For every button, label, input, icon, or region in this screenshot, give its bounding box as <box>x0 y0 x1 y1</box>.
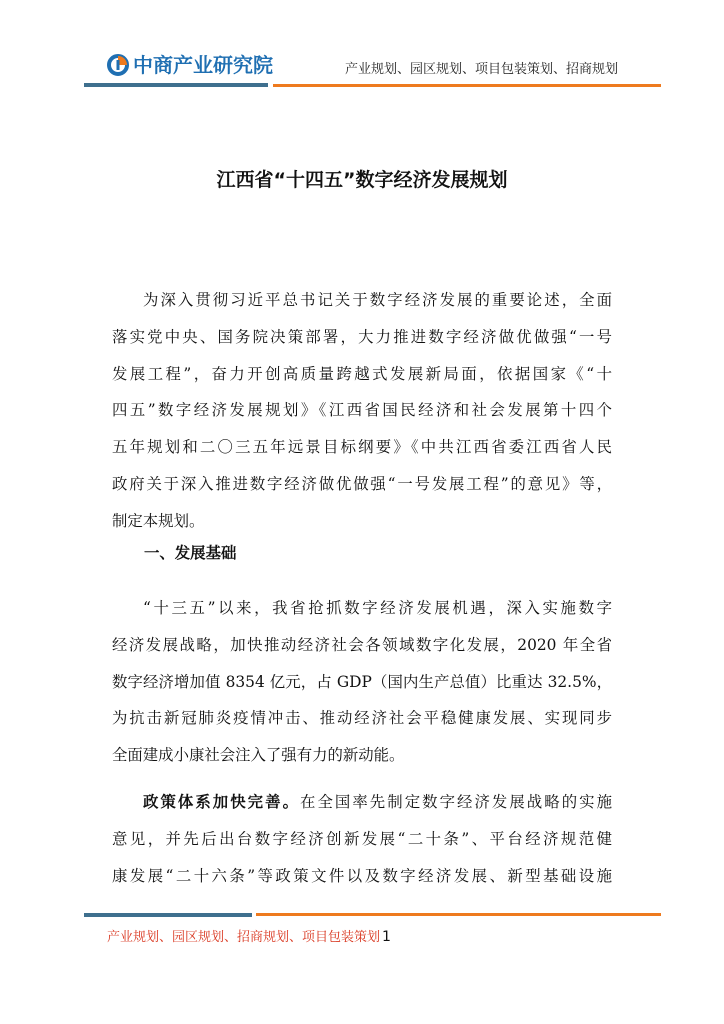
policy-lead: 政策体系加快完善。 <box>143 793 301 811</box>
logo-icon <box>107 54 129 76</box>
intro-line: 四五”数字经济发展规划》《江西省国民经济和社会发展第十四个 <box>112 401 612 420</box>
footer-label: 产业规划、园区规划、招商规划、项目包装策划 <box>107 930 381 945</box>
policy-line-rest: 在全国率先制定数字经济发展战略的实施 <box>300 793 612 811</box>
basis-line: 经济发展战略，加快推动经济社会各领域数字化发展，2020 年全省 <box>112 635 612 654</box>
header-divider-blue <box>84 83 268 87</box>
basis-line: 全面建成小康社会注入了强有力的新动能。 <box>112 746 405 765</box>
footer-divider-blue <box>84 913 252 917</box>
basis-paragraph <box>112 590 612 774</box>
basis-line: 数字经济增加值 8354 亿元，占 GDP（国内生产总值）比重达 32.5%， <box>112 672 612 691</box>
intro-line: 五年规划和二〇三五年远景目标纲要》《中共江西省委江西省人民 <box>112 438 612 457</box>
intro-line: 政府关于深入推进数字经济做优做强“一号发展工程”的意见》等， <box>112 474 612 493</box>
basis-line: 为抗击新冠肺炎疫情冲击、推动经济社会平稳健康发展、实现同步 <box>112 709 612 728</box>
intro-paragraph <box>112 282 612 540</box>
section-heading: 一、发展基础 <box>144 544 237 562</box>
basis-line: “十三五”以来，我省抢抓数字经济发展机遇，深入实施数字 <box>143 599 612 617</box>
intro-line: 为深入贯彻习近平总书记关于数字经济发展的重要论述，全面 <box>143 291 612 309</box>
policy-paragraph <box>112 784 612 894</box>
header-divider-orange <box>273 84 661 87</box>
footer-divider-orange <box>256 913 661 916</box>
intro-line: 落实党中央、国务院决策部署，大力推进数字经济做优做强“一号 <box>112 327 612 346</box>
policy-line: 意见，并先后出台数字经济创新发展“二十条”、平台经济规范健 <box>112 829 612 848</box>
page-number: 1 <box>382 929 391 945</box>
document-title: 江西省“十四五”数字经济发展规划 <box>216 169 508 191</box>
header-tagline: 产业规划、园区规划、项目包装策划、招商规划 <box>345 62 619 77</box>
intro-line: 发展工程”，奋力开创高质量跨越式发展新局面，依据国家《“十 <box>112 364 612 383</box>
page-footer <box>107 926 391 945</box>
company-logo <box>107 52 273 78</box>
intro-line: 制定本规划。 <box>112 511 205 530</box>
logo-text: 中商产业研究院 <box>133 53 273 77</box>
policy-line <box>112 784 612 821</box>
page-header <box>0 0 724 100</box>
policy-line: 康发展“二十六条”等政策文件以及数字经济发展、新型基础设施 <box>112 866 612 885</box>
